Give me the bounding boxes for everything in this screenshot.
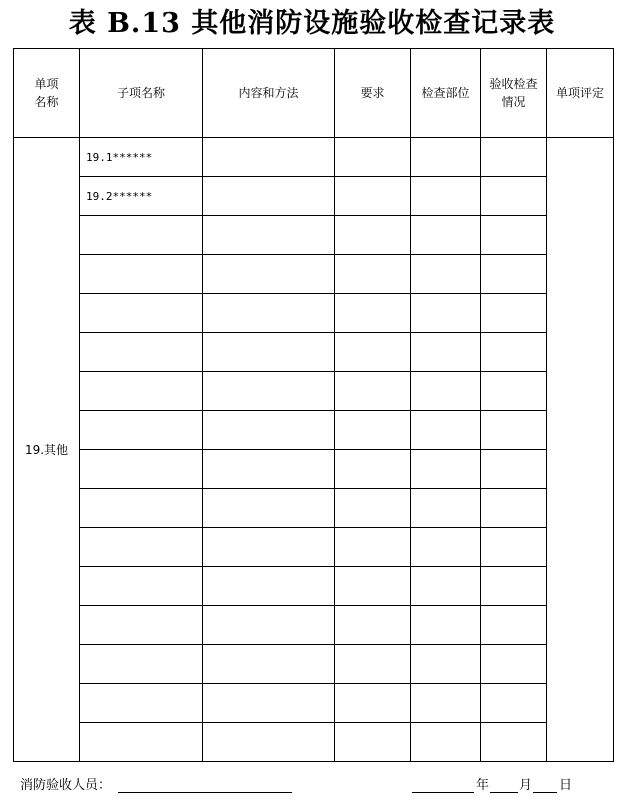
table-row — [14, 528, 614, 567]
check-status-cell[interactable] — [481, 333, 547, 372]
check-status-cell[interactable] — [481, 138, 547, 177]
header-sub-name: 子项名称 — [80, 49, 203, 138]
header-check-status-line2: 情况 — [501, 95, 526, 109]
inspection-part-cell[interactable] — [411, 489, 481, 528]
inspector-label: 消防验收人员： — [20, 778, 112, 793]
check-status-cell[interactable] — [481, 723, 547, 762]
inspection-part-cell[interactable] — [411, 723, 481, 762]
sub-item-name-cell[interactable] — [80, 489, 203, 528]
check-status-cell[interactable] — [481, 489, 547, 528]
check-status-cell[interactable] — [481, 372, 547, 411]
inspection-part-cell[interactable] — [411, 567, 481, 606]
inspection-part-cell[interactable] — [411, 255, 481, 294]
requirement-cell[interactable] — [335, 294, 411, 333]
check-status-cell[interactable] — [481, 606, 547, 645]
requirement-cell[interactable] — [335, 450, 411, 489]
content-method-cell[interactable] — [203, 255, 335, 294]
check-status-cell[interactable] — [481, 255, 547, 294]
table-row — [14, 294, 614, 333]
requirement-cell[interactable] — [335, 411, 411, 450]
table-row — [14, 684, 614, 723]
content-method-cell[interactable] — [203, 411, 335, 450]
year-label: 年 — [476, 778, 490, 793]
inspection-part-cell[interactable] — [411, 372, 481, 411]
inspection-part-cell[interactable] — [411, 138, 481, 177]
inspection-part-cell[interactable] — [411, 216, 481, 255]
header-check-status — [481, 49, 547, 138]
check-status-cell[interactable] — [481, 294, 547, 333]
requirement-cell[interactable] — [335, 372, 411, 411]
inspector-signature-line[interactable] — [118, 792, 292, 793]
month-field-line[interactable] — [490, 792, 518, 793]
sub-item-name-cell[interactable] — [80, 216, 203, 255]
check-status-cell[interactable] — [481, 684, 547, 723]
requirement-cell[interactable] — [335, 333, 411, 372]
item-name-cell: 19.其他 — [14, 138, 80, 762]
requirement-cell[interactable] — [335, 177, 411, 216]
table-row — [14, 606, 614, 645]
requirement-cell[interactable] — [335, 684, 411, 723]
inspection-part-cell[interactable] — [411, 606, 481, 645]
sub-item-name-cell[interactable] — [80, 372, 203, 411]
requirement-cell[interactable] — [335, 528, 411, 567]
inspection-record-table — [13, 48, 614, 762]
check-status-cell[interactable] — [481, 177, 547, 216]
header-item-name-line1: 单项 — [34, 77, 59, 91]
table-row — [14, 411, 614, 450]
sub-item-name-cell[interactable]: 19.2****** — [80, 177, 203, 216]
check-status-cell[interactable] — [481, 645, 547, 684]
table-row — [14, 489, 614, 528]
day-field-line[interactable] — [533, 792, 557, 793]
header-item-name-line2: 名称 — [34, 95, 59, 109]
content-method-cell[interactable] — [203, 177, 335, 216]
header-check-status-line1: 验收检查 — [489, 77, 538, 91]
table-row — [14, 216, 614, 255]
requirement-cell[interactable] — [335, 489, 411, 528]
content-method-cell[interactable] — [203, 294, 335, 333]
requirement-cell[interactable] — [335, 216, 411, 255]
year-field-line[interactable] — [412, 792, 474, 793]
header-inspection-part: 检查部位 — [411, 49, 481, 138]
table-row — [14, 567, 614, 606]
sub-item-name-cell[interactable] — [80, 255, 203, 294]
header-requirement: 要求 — [335, 49, 411, 138]
check-status-cell[interactable] — [481, 411, 547, 450]
requirement-cell[interactable] — [335, 255, 411, 294]
rating-cell[interactable] — [547, 138, 614, 762]
signature-footer — [0, 776, 624, 796]
check-status-cell[interactable] — [481, 216, 547, 255]
day-label: 日 — [559, 778, 573, 793]
content-method-cell[interactable] — [203, 567, 335, 606]
month-label: 月 — [519, 778, 533, 793]
sub-item-name-cell[interactable] — [80, 723, 203, 762]
requirement-cell[interactable] — [335, 723, 411, 762]
content-method-cell[interactable] — [203, 138, 335, 177]
content-method-cell[interactable] — [203, 645, 335, 684]
inspection-part-cell[interactable] — [411, 528, 481, 567]
sub-item-name-cell[interactable] — [80, 333, 203, 372]
table-row — [14, 372, 614, 411]
requirement-cell[interactable] — [335, 645, 411, 684]
sub-item-name-cell[interactable] — [80, 606, 203, 645]
table-row — [14, 255, 614, 294]
table-row — [14, 723, 614, 762]
page-title: 表 B.13 其他消防设施验收检查记录表 — [68, 8, 556, 39]
requirement-cell[interactable] — [335, 138, 411, 177]
sub-item-name-cell[interactable] — [80, 294, 203, 333]
header-rating: 单项评定 — [547, 49, 614, 138]
inspection-part-cell[interactable] — [411, 450, 481, 489]
sub-item-name-cell[interactable] — [80, 645, 203, 684]
content-method-cell[interactable] — [203, 372, 335, 411]
table-row — [14, 138, 614, 177]
content-method-cell[interactable] — [203, 216, 335, 255]
sub-item-name-cell[interactable]: 19.1****** — [80, 138, 203, 177]
requirement-cell[interactable] — [335, 567, 411, 606]
inspection-part-cell[interactable] — [411, 684, 481, 723]
sub-item-name-cell[interactable] — [80, 450, 203, 489]
content-method-cell[interactable] — [203, 333, 335, 372]
record-body — [14, 138, 614, 762]
sub-item-name-cell[interactable] — [80, 684, 203, 723]
check-status-cell[interactable] — [481, 567, 547, 606]
inspection-part-cell[interactable] — [411, 333, 481, 372]
inspection-part-cell[interactable] — [411, 294, 481, 333]
content-method-cell[interactable] — [203, 450, 335, 489]
check-status-cell[interactable] — [481, 450, 547, 489]
table-row — [14, 450, 614, 489]
table-row — [14, 333, 614, 372]
inspection-part-cell[interactable] — [411, 177, 481, 216]
table-row — [14, 645, 614, 684]
table-row — [14, 177, 614, 216]
sub-item-name-cell[interactable] — [80, 528, 203, 567]
inspection-part-cell[interactable] — [411, 411, 481, 450]
content-method-cell[interactable] — [203, 606, 335, 645]
content-method-cell[interactable] — [203, 723, 335, 762]
sub-item-name-cell[interactable] — [80, 567, 203, 606]
content-method-cell[interactable] — [203, 489, 335, 528]
header-row — [14, 49, 614, 138]
check-status-cell[interactable] — [481, 528, 547, 567]
content-method-cell[interactable] — [203, 528, 335, 567]
inspection-part-cell[interactable] — [411, 645, 481, 684]
sub-item-name-cell[interactable] — [80, 411, 203, 450]
requirement-cell[interactable] — [335, 606, 411, 645]
header-item-name — [14, 49, 80, 138]
content-method-cell[interactable] — [203, 684, 335, 723]
header-content-method: 内容和方法 — [203, 49, 335, 138]
